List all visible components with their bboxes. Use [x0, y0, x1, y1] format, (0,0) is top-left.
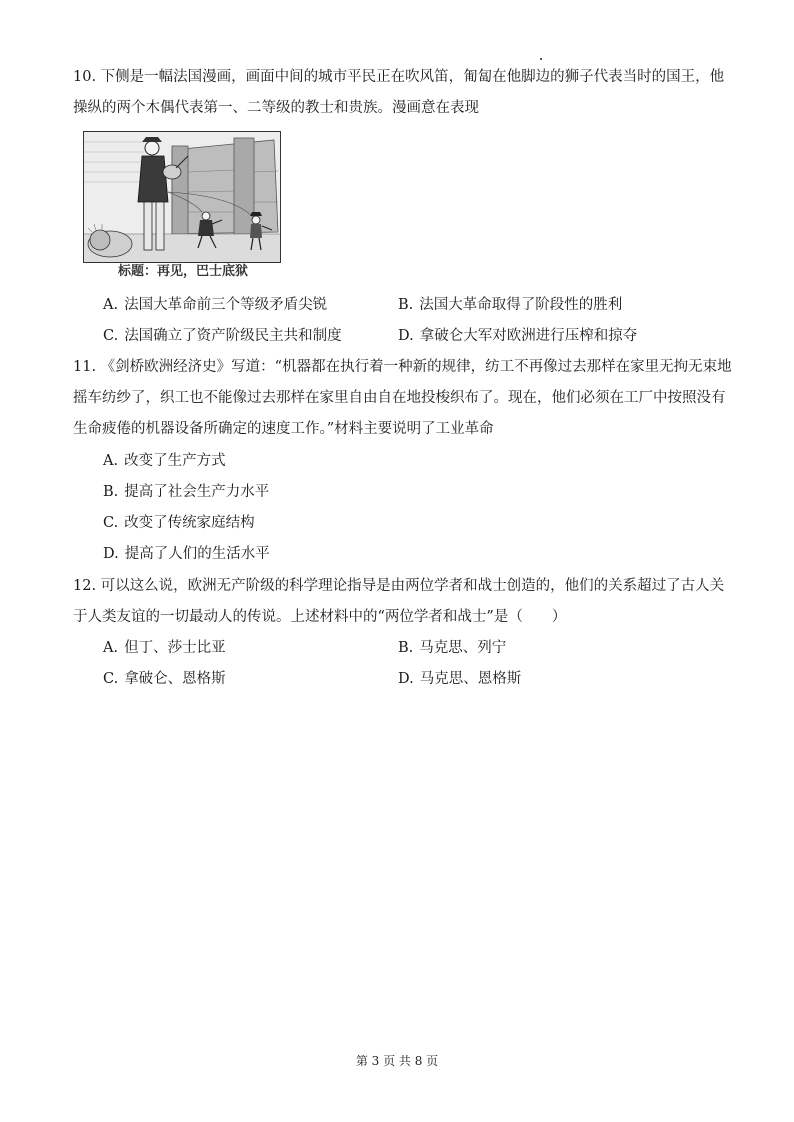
option-text: 马克思、恩格斯 — [419, 671, 522, 687]
option-letter: B. — [398, 640, 414, 656]
option-text: 法国大革命前三个等级矛盾尖锐 — [124, 297, 328, 313]
q11-option-a[interactable] — [103, 451, 226, 471]
option-letter: B. — [103, 484, 119, 500]
option-text: 马克思、列宁 — [419, 640, 507, 656]
q10-stem-line-1: 10. 下侧是一幅法国漫画，画面中间的城市平民正在吹风笛，匍匐在他脚边的狮子代表当时的国王，他 — [73, 69, 725, 85]
option-letter: C. — [103, 671, 119, 687]
q12-option-d[interactable] — [398, 669, 521, 689]
option-letter: D. — [398, 671, 414, 687]
q12-stem-line-1: 12. 可以这么说，欧洲无产阶级的科学理论指导是由两位学者和战士创造的，他们的关系超过了古人关 — [73, 578, 725, 594]
q11-option-b[interactable] — [103, 482, 269, 502]
option-letter: A. — [103, 453, 119, 469]
option-text: 法国确立了资产阶级民主共和制度 — [124, 328, 342, 344]
option-text: 拿破仑大军对欧洲进行压榨和掠夺 — [419, 328, 638, 344]
q10-stem-line-2: 操纵的两个木偶代表第一、二等级的教士和贵族。漫画意在表现 — [73, 100, 479, 116]
q12-option-b[interactable] — [398, 638, 506, 658]
option-letter: C. — [103, 515, 119, 531]
option-text: 提高了社会生产力水平 — [124, 484, 270, 500]
page-number-footer: 第 3 页 共 8 页 — [355, 1054, 439, 1068]
cartoon-caption: 标题：再见，巴士底狱 — [118, 264, 249, 279]
q11-option-d[interactable] — [103, 544, 270, 564]
option-text: 法国大革命取得了阶段性的胜利 — [419, 297, 623, 313]
q11-stem-line-1: 11. 《剑桥欧洲经济史》写道：“机器都在执行着一种新的规律，纺工不再像过去那样在家里无拘无束地 — [73, 359, 732, 375]
q12-stem-line-2: 于人类友谊的一切最动人的传说。上述材料中的“两位学者和战士”是（ ） — [73, 609, 567, 625]
option-letter: B. — [398, 297, 414, 313]
scan-speck — [540, 58, 542, 60]
q11-stem-line-3: 生命疲倦的机器设备所确定的速度工作。”材料主要说明了工业革命 — [73, 421, 494, 437]
q10-option-a[interactable] — [103, 295, 327, 315]
q11-stem-line-2: 摇车纺纱了，织工也不能像过去那样在家里自由自在地投梭织布了。现在，他们必须在工厂中按照没有 — [73, 390, 726, 406]
option-text: 但丁、莎士比亚 — [124, 640, 226, 656]
q10-option-d[interactable] — [398, 326, 637, 346]
option-letter: C. — [103, 328, 119, 344]
cartoon-image — [83, 131, 281, 263]
q12-option-a[interactable] — [103, 638, 226, 658]
q12-option-c[interactable] — [103, 669, 226, 689]
q11-option-c[interactable] — [103, 513, 255, 533]
option-text: 提高了人们的生活水平 — [124, 546, 270, 562]
option-letter: A. — [103, 640, 119, 656]
option-letter: D. — [103, 546, 119, 562]
option-letter: D. — [398, 328, 414, 344]
option-text: 改变了生产方式 — [124, 453, 226, 469]
q10-option-c[interactable] — [103, 326, 342, 346]
option-text: 改变了传统家庭结构 — [124, 515, 255, 531]
option-text: 拿破仑、恩格斯 — [124, 671, 226, 687]
option-letter: A. — [103, 297, 119, 313]
q10-option-b[interactable] — [398, 295, 622, 315]
